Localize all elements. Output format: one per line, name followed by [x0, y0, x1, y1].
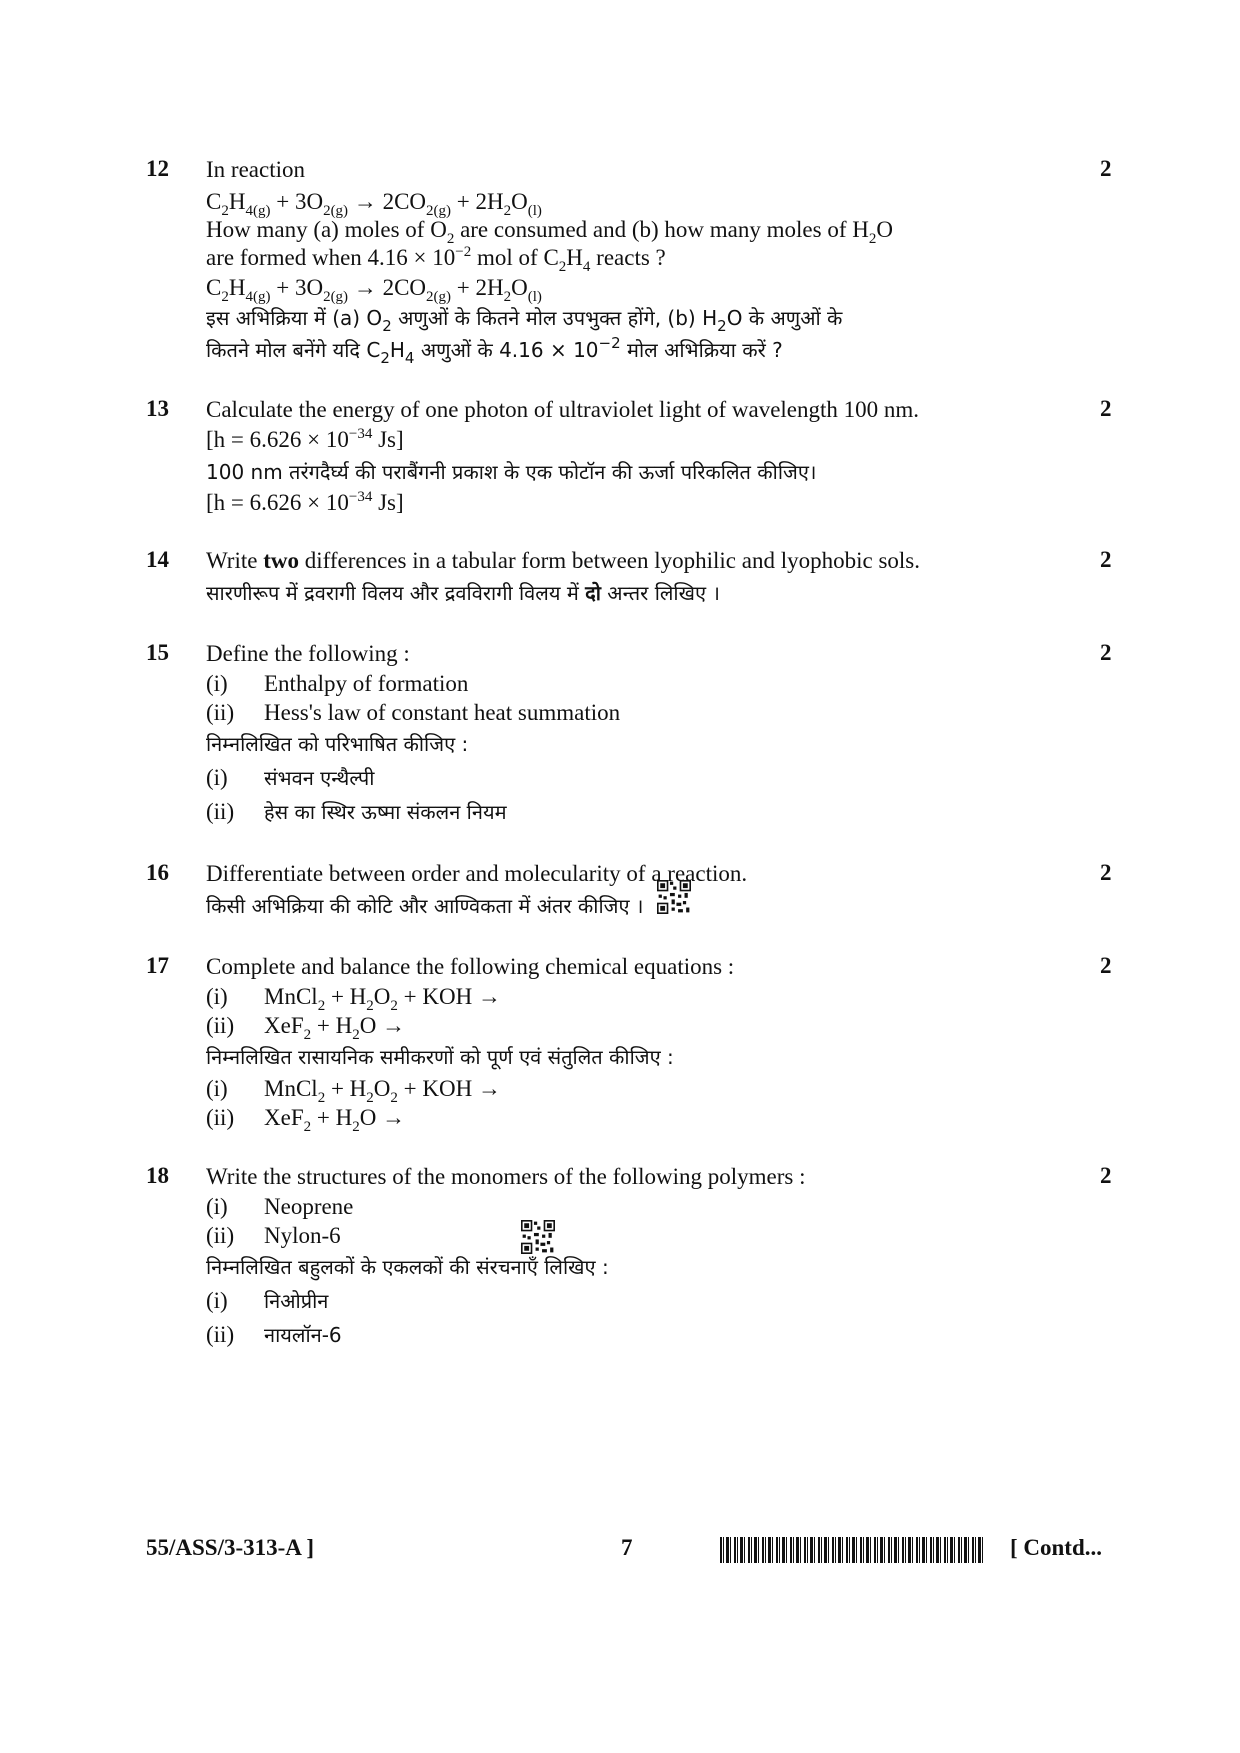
question-text-en: Complete and balance the following chemical equations : [206, 954, 735, 979]
equation-item: (ii) $XeF_2 + H_2O$ → [206, 1105, 406, 1135]
reaction-equation-hi: $C_2H_{4(g)} + 3O_{2(g)} \to 2CO_{2(g)} + 2H_2O_{(l)}$ [206, 275, 542, 305]
question-marks: 2 [1100, 156, 1112, 181]
planck-constant-hi: [$h = 6.626 \times 10^{-34}$ Js] [206, 489, 404, 515]
qr-code-icon [521, 1220, 555, 1254]
list-item: (ii) हेस का स्थिर ऊष्मा संकलन नियम [206, 799, 507, 824]
paper-code: 55/ASS/3-313-A ] [146, 1535, 315, 1560]
reaction-equation-en: $C_2H_{4(g)} + 3O_{2(g)} \to 2CO_{2(g)} + 2H_2O_{(l)}$ [206, 189, 542, 219]
question-marks: 2 [1100, 860, 1112, 885]
page-number: 7 [621, 1535, 633, 1560]
continued-label: [ Contd... [1010, 1535, 1103, 1560]
list-item: (i) Neoprene [206, 1194, 354, 1219]
question-text-hi: निम्नलिखित को परिभाषित कीजिए : [206, 732, 469, 756]
question-text-hi: किसी अभिक्रिया की कोटि और आण्विकता में अंतर कीजिए । [206, 894, 644, 918]
question-text-hi-2: कितने मोल बनेंगे यदि $C_2H_4$ अणुओं के $4.16 \times 10^{-2}$ मोल अभिक्रिया करें ? [206, 334, 783, 367]
list-item: (i) संभवन एन्थैल्पी [206, 765, 375, 790]
question-number: 12 [146, 156, 169, 181]
list-item: (ii) Nylon-6 [206, 1223, 341, 1248]
question-text-en: Write the structures of the monomers of the following polymers : [206, 1164, 806, 1189]
page-footer [0, 1535, 1240, 1569]
question-text-hi: निम्नलिखित रासायनिक समीकरणों को पूर्ण एवं संतुलित कीजिए : [206, 1045, 674, 1069]
question-number: 16 [146, 860, 169, 885]
question-number: 18 [146, 1163, 169, 1188]
question-text-hi: सारणीरूप में द्रवरागी विलय और द्रवविरागी विलय में दो अन्तर लिखिए । [206, 581, 720, 605]
question-number: 17 [146, 953, 169, 978]
question-text-en: Differentiate between order and molecularity of a reaction. [206, 861, 748, 886]
equation-item: (i) MnCl$_2$ + $H_2O_2$ + KOH → [206, 984, 501, 1014]
question-intro: In reaction [206, 157, 305, 182]
list-item: (i) Enthalpy of formation [206, 671, 469, 696]
question-marks: 2 [1100, 396, 1112, 421]
question-marks: 2 [1100, 1163, 1112, 1188]
equation-item: (ii) $XeF_2 + H_2O$ → [206, 1013, 406, 1043]
question-text-hi-1: इस अभिक्रिया में (a) $O_2$ अणुओं के कितने मोल उपभुक्त होंगे, (b) $H_2O$ के अणुओं के [206, 306, 843, 335]
question-marks: 2 [1100, 547, 1112, 572]
question-text-en: Write two differences in a tabular form between lyophilic and lyophobic sols. [206, 548, 921, 573]
equation-item: (i) MnCl$_2$ + $H_2O_2$ + KOH → [206, 1076, 501, 1106]
question-text-en: Define the following : [206, 641, 410, 666]
question-number: 13 [146, 396, 169, 421]
question-marks: 2 [1100, 953, 1112, 978]
barcode-icon [720, 1537, 985, 1563]
question-number: 15 [146, 640, 169, 665]
question-marks: 2 [1100, 640, 1112, 665]
question-number: 14 [146, 547, 169, 572]
question-text-en-1: How many (a) moles of $O_2$ are consumed and (b) how many moles of $H_2O$ [206, 217, 893, 247]
list-item: (i) निओप्रीन [206, 1288, 329, 1313]
question-text-en: Calculate the energy of one photon of ultraviolet light of wavelength 100 nm. [206, 397, 920, 422]
list-item: (ii) नायलॉन-6 [206, 1322, 342, 1347]
planck-constant-en: [$h = 6.626 \times 10^{-34}$ Js] [206, 426, 404, 452]
question-text-hi: 100 nm तरंगदैर्घ्य की पराबैंगनी प्रकाश के एक फोटॉन की ऊर्जा परिकलित कीजिए। [206, 460, 817, 484]
question-text-en-2: are formed when $4.16 \times 10^{-2}$ mol of $C_2H_4$ reacts ? [206, 244, 666, 275]
question-text-hi: निम्नलिखित बहुलकों के एकलकों की संरचनाएँ लिखिए : [206, 1255, 609, 1279]
list-item: (ii) Hess's law of constant heat summation [206, 700, 621, 725]
